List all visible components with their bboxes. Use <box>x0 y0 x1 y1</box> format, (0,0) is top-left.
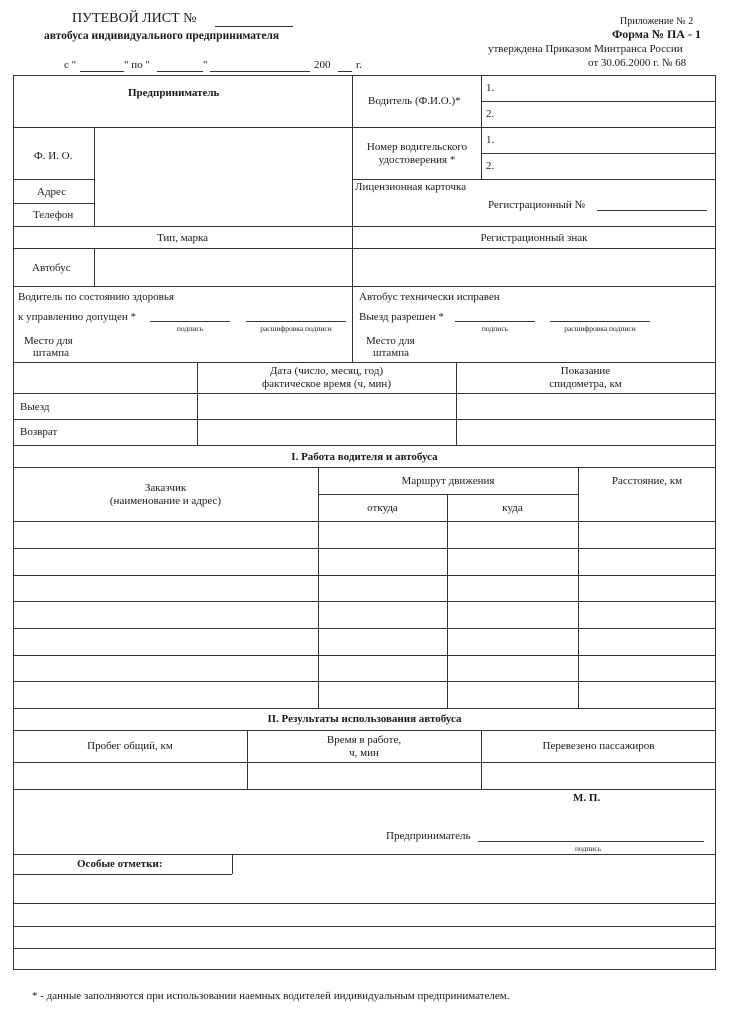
health-label: Водитель по состоянию здоровья <box>18 291 174 303</box>
date-year-line[interactable] <box>338 71 352 72</box>
stamp-mp: М. П. <box>573 792 601 804</box>
admitted-signature-line[interactable] <box>150 321 230 322</box>
entrepreneur-signature-label: Предприниматель <box>386 830 471 842</box>
return-odometer-field[interactable] <box>457 420 715 444</box>
driver-row-2: 2. <box>486 108 495 120</box>
customer-header-1: Заказчик <box>144 482 187 494</box>
driver-fio-label: Водитель (Ф.И.О.)* <box>368 95 461 107</box>
approved-label: утверждена Приказом Минтранса России <box>488 43 683 55</box>
date-from-label: с " <box>64 59 77 71</box>
entrepreneur-fio-field[interactable] <box>95 128 351 225</box>
work-time-header-1: Время в работе, <box>326 734 402 746</box>
entrepreneur-fio-label: Ф. И. О. <box>34 150 73 162</box>
mileage-header: Пробег общий, км <box>87 740 173 752</box>
return-label: Возврат <box>20 426 58 438</box>
route-from-header: откуда <box>367 502 398 514</box>
odometer-header-1: Показание <box>560 365 611 377</box>
bus-label: Автобус <box>32 262 71 274</box>
odometer-header-2: спидометра, км <box>549 378 622 390</box>
passengers-field[interactable] <box>482 763 715 788</box>
form-code: Форма № ПА - 1 <box>612 27 701 41</box>
reg-number-line[interactable] <box>597 210 707 211</box>
mileage-field[interactable] <box>14 763 246 788</box>
footnote: * - данные заполняются при использовании наемных водителей индивидуальным предпринимателем. <box>32 990 510 1002</box>
approved-date: от 30.06.2000 г. № 68 <box>588 57 687 69</box>
date-to-day-line[interactable] <box>157 71 203 72</box>
reg-sign-label: Регистрационный знак <box>480 232 588 244</box>
entrepreneur-phone-label: Телефон <box>33 209 74 221</box>
stamp-label-2: штампа <box>33 347 70 359</box>
date-from-day-line[interactable] <box>80 71 124 72</box>
date-year: 200 <box>314 59 331 71</box>
license-row-2: 2. <box>486 160 495 172</box>
entrepreneur-signature-line[interactable] <box>478 841 704 842</box>
license-row-1: 1. <box>486 134 495 146</box>
entrepreneur-address-label: Адрес <box>37 186 67 198</box>
admitted-decoding-line[interactable] <box>246 321 346 322</box>
date-to-label: " по " <box>124 59 150 71</box>
bus-type-field[interactable] <box>95 249 351 285</box>
admitted-label: к управлению допущен * <box>18 311 136 323</box>
exit-label: Выезд <box>20 401 50 413</box>
tech-ok-label: Автобус технически исправен <box>359 291 500 303</box>
customer-header-2: (наименование и адрес) <box>109 495 222 507</box>
frame-bottom <box>13 969 716 970</box>
exit-signature-line[interactable] <box>455 321 535 322</box>
stamp-label-3: Место для <box>366 335 415 347</box>
entrepreneur-heading: Предприниматель <box>128 87 220 99</box>
distance-header: Расстояние, км <box>611 475 683 487</box>
exit-decoding-line[interactable] <box>550 321 650 322</box>
decoding-caption-2: расшифровка подписи <box>564 324 636 333</box>
date-quote: " <box>203 59 208 71</box>
frame-right <box>715 75 716 970</box>
driver-row-1: 1. <box>486 82 495 94</box>
frame-left <box>13 75 14 970</box>
date-header-1: Дата (число, месяц, год) <box>269 365 384 377</box>
special-notes-field[interactable] <box>14 875 714 968</box>
stamp-label-4: штампа <box>373 347 410 359</box>
date-year-suffix: г. <box>356 59 363 71</box>
exit-odometer-field[interactable] <box>457 394 715 418</box>
special-notes-title: Особые отметки: <box>77 858 163 870</box>
license-label-1: Номер водительского <box>366 141 468 153</box>
bus-reg-field[interactable] <box>353 249 715 285</box>
decoding-caption: расшифровка подписи <box>260 324 332 333</box>
exit-ok-label: Выезд разрешен * <box>359 311 444 323</box>
signature-caption-3: подпись <box>575 844 602 853</box>
date-month-line[interactable] <box>210 71 310 72</box>
form-subtitle: автобуса индивидуального предпринимателя <box>44 30 280 42</box>
license-card-label: Лицензионная карточка <box>355 181 467 193</box>
date-header-2: фактическое время (ч, мин) <box>262 378 391 390</box>
passengers-header: Перевезено пассажиров <box>542 740 655 752</box>
signature-caption: подпись <box>176 324 204 333</box>
exit-date-field[interactable] <box>198 394 455 418</box>
form-number-line[interactable] <box>215 26 293 27</box>
reg-number-label: Регистрационный № <box>488 199 586 211</box>
appendix-label: Приложение № 2 <box>620 16 694 27</box>
license-label-2: удостоверения * <box>378 154 456 166</box>
route-header: Маршрут движения <box>401 475 495 487</box>
work-time-field[interactable] <box>248 763 480 788</box>
signature-caption-2: подпись <box>481 324 509 333</box>
route-to-header: куда <box>502 502 523 514</box>
section2-title: II. Результаты использования автобуса <box>267 713 462 725</box>
section1-title: I. Работа водителя и автобуса <box>291 451 438 463</box>
stamp-label-1: Место для <box>24 335 73 347</box>
return-date-field[interactable] <box>198 420 455 444</box>
frame-top <box>13 75 716 76</box>
type-brand-label: Тип, марка <box>156 232 209 244</box>
work-time-header-2: ч, мин <box>349 747 379 759</box>
form-title: ПУТЕВОЙ ЛИСТ № <box>72 11 197 26</box>
